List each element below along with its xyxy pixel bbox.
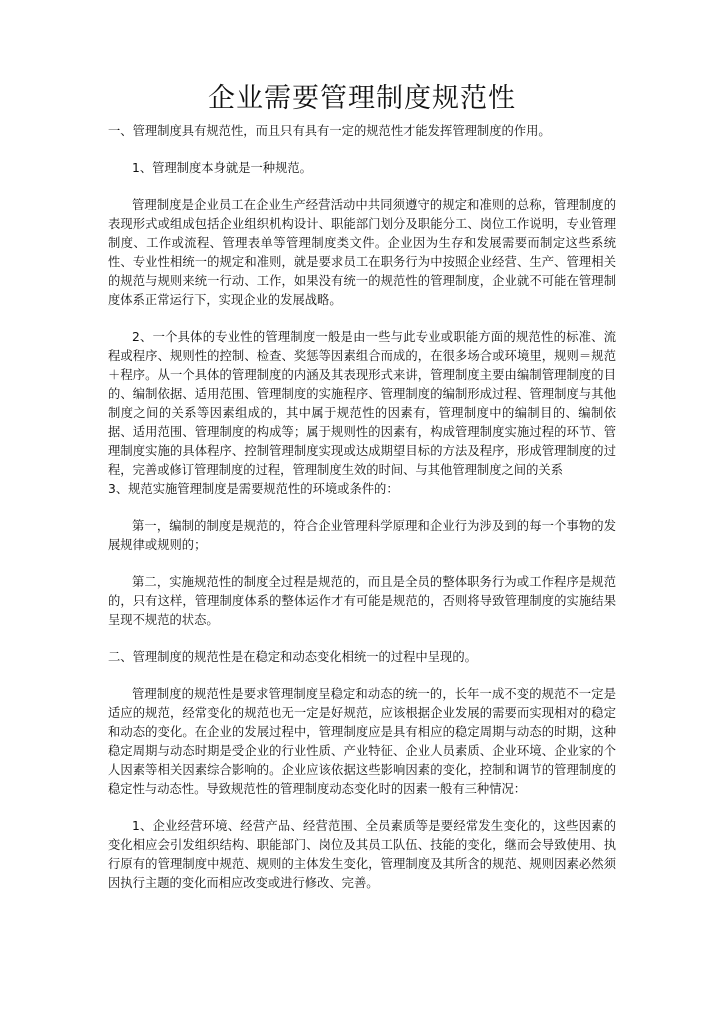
factor-one-body: 1、企业经营环境、经营产品、经营范围、全员素质等是要经常发生变化的，这些因素的变化相应会引发组织结构、职能部门、岗位及其员工队伍、技能的变化，继而会导致使用、执行原有的管理制度中规范、规则的主体发生变化，管理制度及其所含的规范、规则因素必然须因执行主题的变化而相应改变或进行修改、完善。 [108,819,616,890]
section-two-body: 管理制度的规范性是要求管理制度呈稳定和动态的统一的，长年一成不变的规范不一定是适应的规范，经常变化的规范也无一定是好规范，应该根据企业发展的需要而实现相对的稳定和动态的变化。在企业的发展过程中，管理制度应是具有相应的稳定周期与动态的时期，这种稳定周期与动态时期是受企业的行业性质、产业特征、企业人员素质、企业环境、企业家的个人因素等相关因素综合影响的。企业应该依据这些影响因素的变化，控制和调节的管理制度的稳定性与动态性。导致规范性的管理制度动态变化时的因素一般有三种情况： [108,687,616,796]
document-page [108,82,616,893]
document-title: 企业需要管理制度规范性 [208,83,516,114]
point-one-body: 管理制度是企业员工在企业生产经营活动中共同须遵守的规定和准则的总称，管理制度的表现形式或组成包括企业组织机构设计、职能部门划分及职能分工、岗位工作说明，专业管理制度、工作或流程、管理表单等管理制度类文件。企业因为生存和发展需要而制定这些系统性、专业性相统一的规定和准则，就是要求员工在职务行为中按照企业经营、生产、管理相关的规范与规则来统一行动、工作，如果没有统一的规范性的管理制度，企业就不可能在管理制度体系正常运行下，实现企业的发展战略。 [108,198,616,307]
section-one-heading: 一、管理制度具有规范性，而且只有具有一定的规范性才能发挥管理制度的作用。 [108,124,551,138]
condition-second: 第二，实施规范性的制度全过程是规范的，而且是全员的整体职务行为或工作程序是规范的，只有这样，管理制度体系的整体运作才有可能是规范的，否则将导致管理制度的实施结果呈现不规范的状态。 [108,575,616,627]
condition-first: 第一，编制的制度是规范的，符合企业管理科学原理和企业行为涉及到的每一个事物的发展规律或规则的； [108,519,616,552]
point-three-heading: 3、规范实施管理制度是需要规范性的环境或条件的： [108,482,399,496]
point-one-heading: 1、管理制度本身就是一种规范。 [132,161,312,175]
point-two-body: 2、一个具体的专业性的管理制度一般是由一些与此专业或职能方面的规范性的标准、流程或程序、规则性的控制、检查、奖惩等因素组合而成的，在很多场合或环境里，规则＝规范＋程序。从一个具体的管理制度的内涵及其表现形式来讲，管理制度主要由编制管理制度的目的、编制依据、适用范围、管理制度的实施程序、管理制度的编制形成过程、管理制度与其他制度之间的关系等因素组成的，其中属于规范性的因素有，管理制度中的编制目的、编制依据、适用范围、管理制度的构成等；属于规则性的因素有，构成管理制度实施过程的环节、管理制度实施的具体程序、控制管理制度实现或达成期望目标的方法及程序，形成管理制度的过程，完善或修订管理制度的过程，管理制度生效的时间、与其他管理制度之间的关系 [108,330,616,477]
section-two-heading: 二、管理制度的规范性是在稳定和动态变化相统一的过程中呈现的。 [108,650,477,664]
